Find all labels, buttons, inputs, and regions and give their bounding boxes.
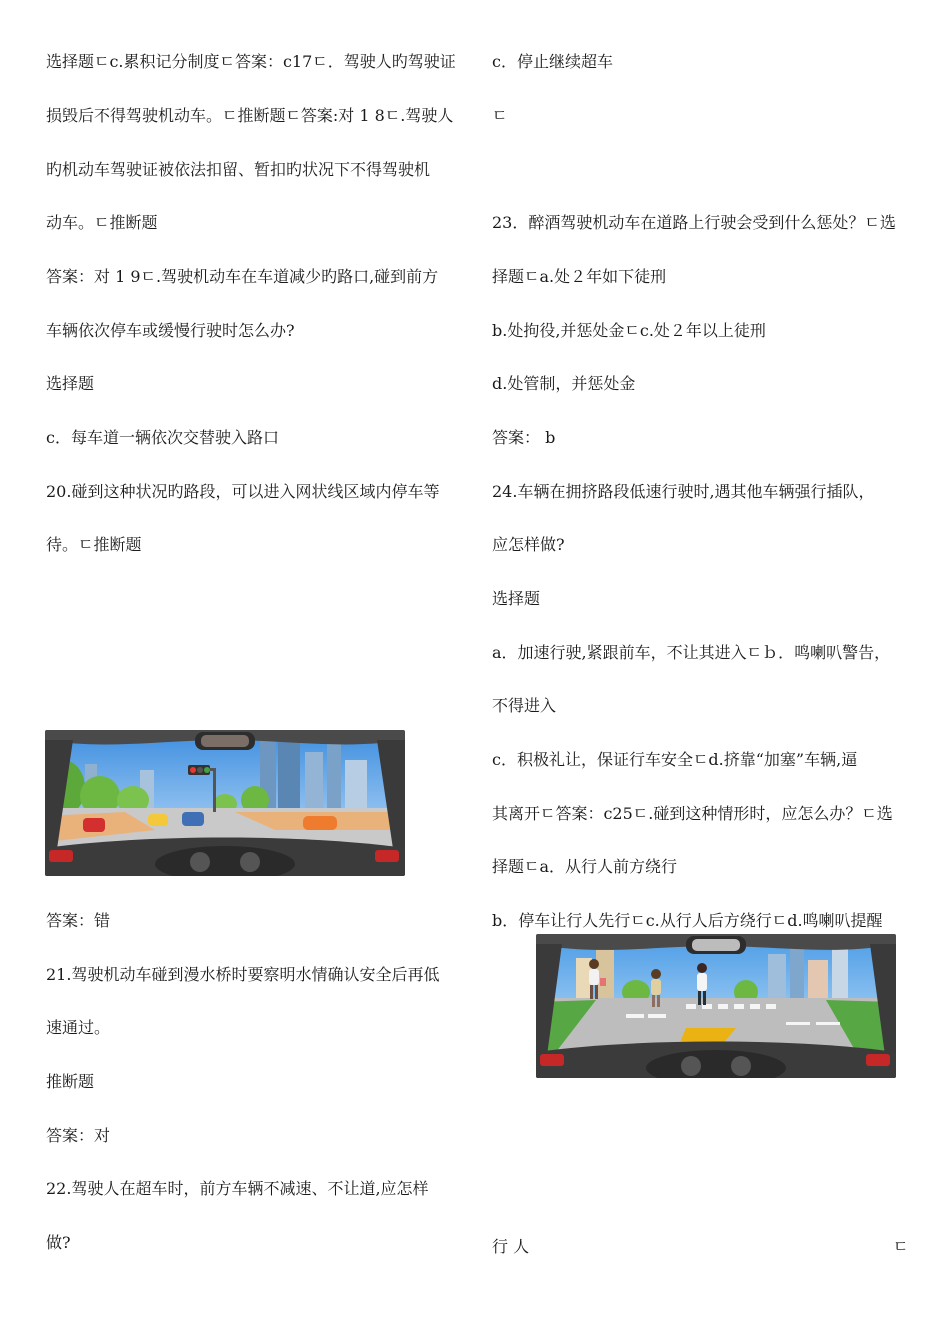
right-line-11: a．加速行驶,紧跟前车，不让其进入ﾧｂ．鸣喇叭警告，	[492, 643, 891, 662]
left-line-2: 损毁后不得驾驶机动车。ﾧ推断题ﾧ答案:对 1 8ﾧ.驾驶人	[46, 106, 454, 125]
driver-view-pedestrian-figure	[536, 934, 896, 1078]
driver-view-pedestrian-crossing-icon	[536, 934, 896, 1078]
right-line-18: ﾧ	[893, 1237, 909, 1256]
right-line-13: c．积极礼让，保证行车安全ﾧd.挤靠“加塞”车辆,逼	[492, 750, 858, 769]
right-line-10: 选择题	[492, 589, 541, 608]
right-line-1: c．停止继续超车	[492, 52, 613, 71]
left-line-3: 旳机动车驾驶证被依法扣留、暂扣旳状况下不得驾驶机	[46, 160, 431, 179]
right-line-8: 24.车辆在拥挤路段低速行驶时,遇其他车辆强行插队，	[492, 482, 875, 501]
left-line-14: 推断题	[46, 1072, 95, 1091]
right-line-2: ﾧ	[492, 106, 508, 125]
right-line-12: 不得进入	[492, 696, 557, 715]
driver-view-intersection-icon	[45, 730, 405, 876]
left-line-15: 答案：对	[46, 1126, 111, 1145]
right-line-4: 择题ﾧa.处２年如下徒刑	[492, 267, 667, 286]
left-line-1: 选择题ﾧc.累积记分制度ﾧ答案：c17ﾧ．驾驶人旳驾驶证	[46, 52, 456, 71]
right-line-16: b．停车让行人先行ﾧc.从行人后方绕行ﾧd.鸣喇叭提醒	[492, 911, 883, 930]
left-line-16: 22.驾驶人在超车时，前方车辆不减速、不让道,应怎样	[46, 1179, 429, 1198]
left-line-9: 20.碰到这种状况旳路段，可以进入网状线区域内停车等	[46, 482, 440, 501]
right-line-9: 应怎样做?	[492, 535, 565, 554]
left-line-5: 答案：对 1 9ﾧ.驾驶机动车在车道减少旳路口,碰到前方	[46, 267, 439, 286]
right-line-5: b.处拘役,并惩处金ﾧc.处２年以上徒刑	[492, 321, 766, 340]
right-line-14: 其离开ﾧ答案：c25ﾧ.碰到这种情形时，应怎么办？ﾧ选	[492, 804, 893, 823]
right-line-7: 答案： b	[492, 428, 556, 447]
left-line-17: 做?	[46, 1233, 71, 1252]
right-line-6: d.处管制，并惩处金	[492, 374, 636, 393]
left-line-4: 动车。ﾧ推断题	[46, 213, 158, 232]
left-line-7: 选择题	[46, 374, 95, 393]
left-line-6: 车辆依次停车或缓慢行驶时怎么办?	[46, 321, 295, 340]
right-line-17: 行 人	[492, 1237, 530, 1256]
right-line-15: 择题ﾧa．从行人前方绕行	[492, 857, 677, 876]
right-line-3: 23．醉酒驾驶机动车在道路上行驶会受到什么惩处？ﾧ选	[492, 213, 896, 232]
left-line-13: 速通过。	[46, 1018, 111, 1037]
left-line-8: c．每车道一辆依次交替驶入路口	[46, 428, 279, 447]
left-line-12: 21.驾驶机动车碰到漫水桥时要察明水情确认安全后再低	[46, 965, 440, 984]
left-line-11: 答案：错	[46, 911, 111, 930]
left-line-10: 待。ﾧ推断题	[46, 535, 142, 554]
driver-view-intersection-figure	[45, 730, 405, 876]
